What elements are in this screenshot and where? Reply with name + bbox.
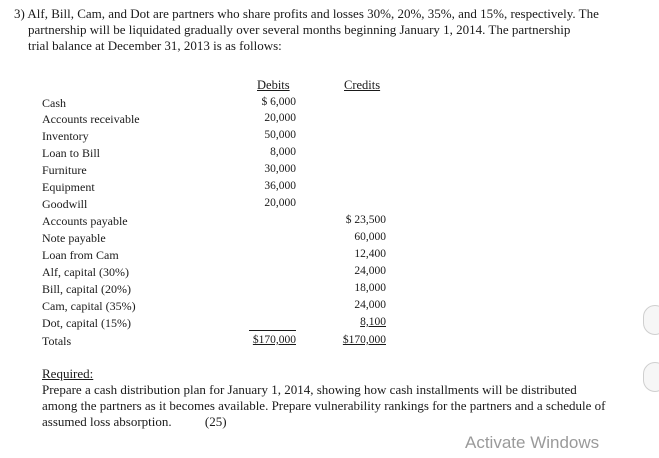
- debit-value: 50,000: [264, 129, 296, 141]
- account-label: Furniture: [42, 163, 87, 177]
- credit-value: 8,100: [360, 316, 386, 328]
- table-row: [0, 265, 659, 281]
- table-row: [0, 129, 659, 145]
- account-label: Cash: [42, 96, 66, 110]
- credit-value: 24,000: [354, 299, 386, 311]
- required-line-1: Prepare a cash distribution plan for January 1, 2014, showing how cash installments will be distributed: [42, 382, 577, 397]
- edge-scroll-handle-lower[interactable]: [643, 362, 659, 392]
- table-row: [0, 316, 659, 332]
- account-label: Alf, capital (30%): [42, 265, 129, 279]
- debit-value: 36,000: [264, 180, 296, 192]
- account-label: Note payable: [42, 231, 106, 245]
- problem-line-3: trial balance at December 31, 2013 is as follows:: [28, 38, 282, 53]
- account-label: Loan from Cam: [42, 248, 119, 262]
- table-row: [0, 112, 659, 128]
- credits-header: Credits: [344, 78, 381, 92]
- account-label: Loan to Bill: [42, 146, 100, 160]
- credit-value: 18,000: [354, 282, 386, 294]
- required-line-2: among the partners as it becomes available. Prepare vulnerability rankings for the partners and a schedule of: [42, 398, 606, 413]
- edge-scroll-handle-upper[interactable]: [643, 305, 659, 335]
- account-label: Equipment: [42, 180, 95, 194]
- account-label: Dot, capital (15%): [42, 316, 131, 330]
- account-label: Inventory: [42, 129, 89, 143]
- credit-value: $ 23,500: [345, 214, 386, 226]
- account-label: Cam, capital (35%): [42, 299, 136, 313]
- problem-text-1: Alf, Bill, Cam, and Dot are partners who share profits and losses 30%, 20%, 35%, and 15%, respectively. The: [27, 6, 599, 21]
- debits-header: Debits: [257, 78, 290, 92]
- credit-total: $170,000: [342, 334, 386, 346]
- account-label: Goodwill: [42, 197, 88, 211]
- table-row: [0, 163, 659, 179]
- table-row: [0, 197, 659, 213]
- debit-value: 30,000: [264, 163, 296, 175]
- points-label: (25): [204, 414, 227, 429]
- credit-value: 60,000: [354, 231, 386, 243]
- table-row: [0, 146, 659, 162]
- debit-value: 20,000: [264, 197, 296, 209]
- totals-row: [0, 334, 659, 350]
- problem-line-2: partnership will be liquidated gradually over several months beginning January 1, 2014. The partnership: [28, 22, 571, 37]
- debit-value: 8,000: [270, 146, 296, 158]
- debit-total: $170,000: [252, 334, 296, 346]
- totals-label: Totals: [42, 334, 72, 348]
- problem-statement: [14, 6, 644, 54]
- debit-total-rule: [249, 330, 296, 331]
- account-label: Accounts receivable: [42, 112, 140, 126]
- table-row: [0, 299, 659, 315]
- table-row: [0, 231, 659, 247]
- account-label: Bill, capital (20%): [42, 282, 131, 296]
- problem-number: 3): [14, 6, 25, 21]
- debit-value: $ 6,000: [261, 96, 296, 108]
- account-label: Accounts payable: [42, 214, 128, 228]
- credit-value: 12,400: [354, 248, 386, 260]
- required-text-3: assumed loss absorption.: [42, 414, 172, 429]
- credit-value: 24,000: [354, 265, 386, 277]
- debit-value: 20,000: [264, 112, 296, 124]
- table-row: [0, 282, 659, 298]
- required-section: [42, 366, 657, 430]
- activate-windows-watermark: Activate Windows: [465, 433, 600, 452]
- problem-line-1: [14, 6, 644, 22]
- table-row: [0, 180, 659, 196]
- table-row: [0, 248, 659, 264]
- required-heading: Required:: [42, 366, 94, 381]
- required-line-3: [42, 414, 657, 430]
- table-row: [0, 214, 659, 230]
- table-row: [0, 96, 659, 112]
